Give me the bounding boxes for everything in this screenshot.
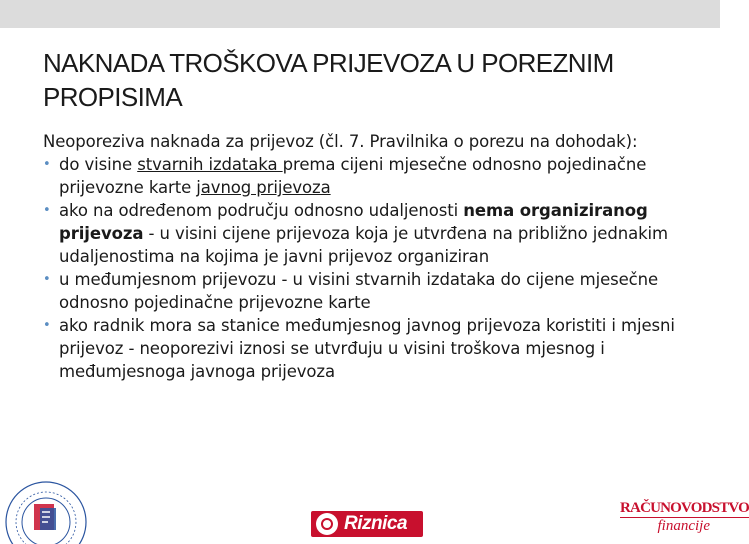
bullet-icon: • — [43, 157, 51, 172]
bullet-text: ako na određenom području odnosno udaljenosti — [59, 201, 464, 220]
racunovodstvo-logo — [620, 497, 749, 537]
bullet-text: u međumjesnom prijevozu - u visini stvarnih izdataka do cijene mjesečne odnosno pojedinačne prijevozne karte — [59, 270, 659, 312]
bullet-icon: • — [43, 272, 51, 287]
bold-text: nema organiziranog prijevoza — [59, 201, 648, 243]
slide-title: NAKNADA TROŠKOVA PRIJEVOZA U POREZNIM PROPISIMA — [43, 48, 614, 112]
racunovodstvo-logo-text: RAČUNOVODSTVO — [620, 500, 749, 516]
riznica-logo-text: Riznica — [344, 513, 408, 534]
intro-text: Neoporeziva naknada za prijevoz (čl. 7. Pravilnika o porezu na dohodak): — [43, 132, 638, 151]
riznica-seal-icon — [316, 513, 338, 535]
list-item — [43, 314, 693, 383]
underlined-text: javnog prijevoza — [196, 178, 331, 197]
list-item — [43, 153, 693, 199]
bullet-text: - u visini cijene prijevoza koja je utvrđena na približno jednakim udaljenostima na kojima je javni prijevoz organiziran — [59, 224, 668, 266]
underlined-text: stvarnih izdataka — [137, 155, 283, 174]
bullet-list — [43, 153, 693, 383]
bullet-text: do visine — [59, 155, 138, 174]
seal-logo-icon — [4, 460, 94, 540]
bullet-text: ako radnik mora sa stanice međumjesnog javnog prijevoza koristiti i mjesni prijevoz - neoporezivi iznosi se utvrđuju u visini troškova mjesnog i međumjesnoga javnoga prijevoza — [59, 316, 675, 381]
list-item — [43, 199, 693, 268]
slide-content — [43, 130, 693, 383]
list-item — [43, 268, 693, 314]
bullet-icon: • — [43, 203, 51, 218]
top-bar — [0, 0, 720, 28]
riznica-logo — [311, 511, 423, 537]
bullet-text: prema cijeni mjesečne odnosno pojedinačne prijevozne karte — [59, 155, 647, 197]
bullet-icon: • — [43, 318, 51, 333]
financije-logo-text: financije — [657, 518, 710, 534]
